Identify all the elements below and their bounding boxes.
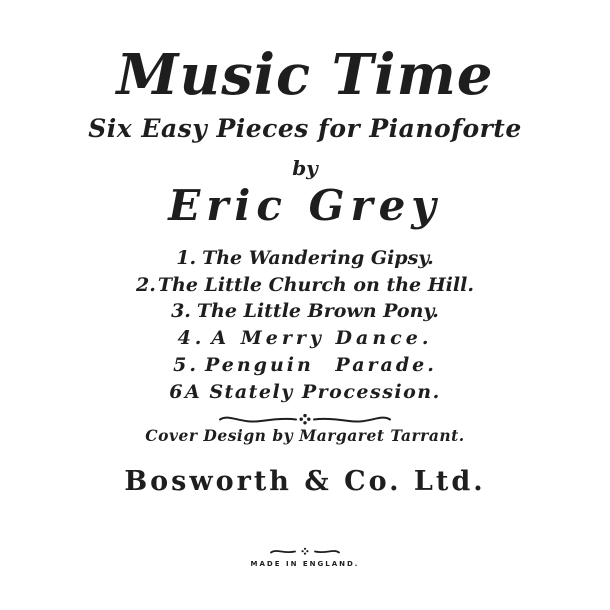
piece-title: A Stately Procession. bbox=[184, 380, 441, 403]
piece-number: 2. bbox=[136, 273, 156, 296]
cover-design-credit: Cover Design by Margaret Tarrant. bbox=[145, 425, 465, 445]
piece-number: 1. bbox=[176, 246, 197, 269]
flourish-divider-icon bbox=[0, 409, 610, 425]
list-item bbox=[0, 379, 610, 406]
publisher-name: Bosworth & Co. Ltd. bbox=[124, 465, 486, 497]
piece-title: Penguin Parade. bbox=[205, 353, 437, 376]
small-flourish-icon bbox=[0, 541, 610, 560]
piece-list bbox=[0, 245, 610, 406]
piece-number: 5. bbox=[173, 353, 199, 376]
piece-title: The Little Church on the Hill. bbox=[157, 273, 474, 296]
byline: by bbox=[292, 155, 318, 180]
piece-number: 3. bbox=[171, 300, 191, 323]
page-title: Music Time bbox=[116, 42, 494, 108]
composer-name: Eric Grey bbox=[168, 180, 442, 230]
piece-number: 4. bbox=[177, 327, 206, 350]
piece-number: 6 bbox=[169, 380, 184, 403]
list-item bbox=[0, 298, 610, 325]
subtitle: Six Easy Pieces for Pianoforte bbox=[88, 113, 522, 143]
made-in-text: MADE IN ENGLAND. bbox=[250, 560, 360, 568]
list-item bbox=[0, 325, 610, 352]
made-in-imprint bbox=[0, 541, 610, 568]
list-item bbox=[0, 272, 610, 299]
piece-title: The Little Brown Pony. bbox=[196, 300, 439, 323]
list-item bbox=[0, 352, 610, 379]
piece-title: A Merry Dance. bbox=[211, 327, 433, 350]
piece-title: The Wandering Gipsy. bbox=[202, 246, 434, 269]
list-item bbox=[0, 245, 610, 272]
